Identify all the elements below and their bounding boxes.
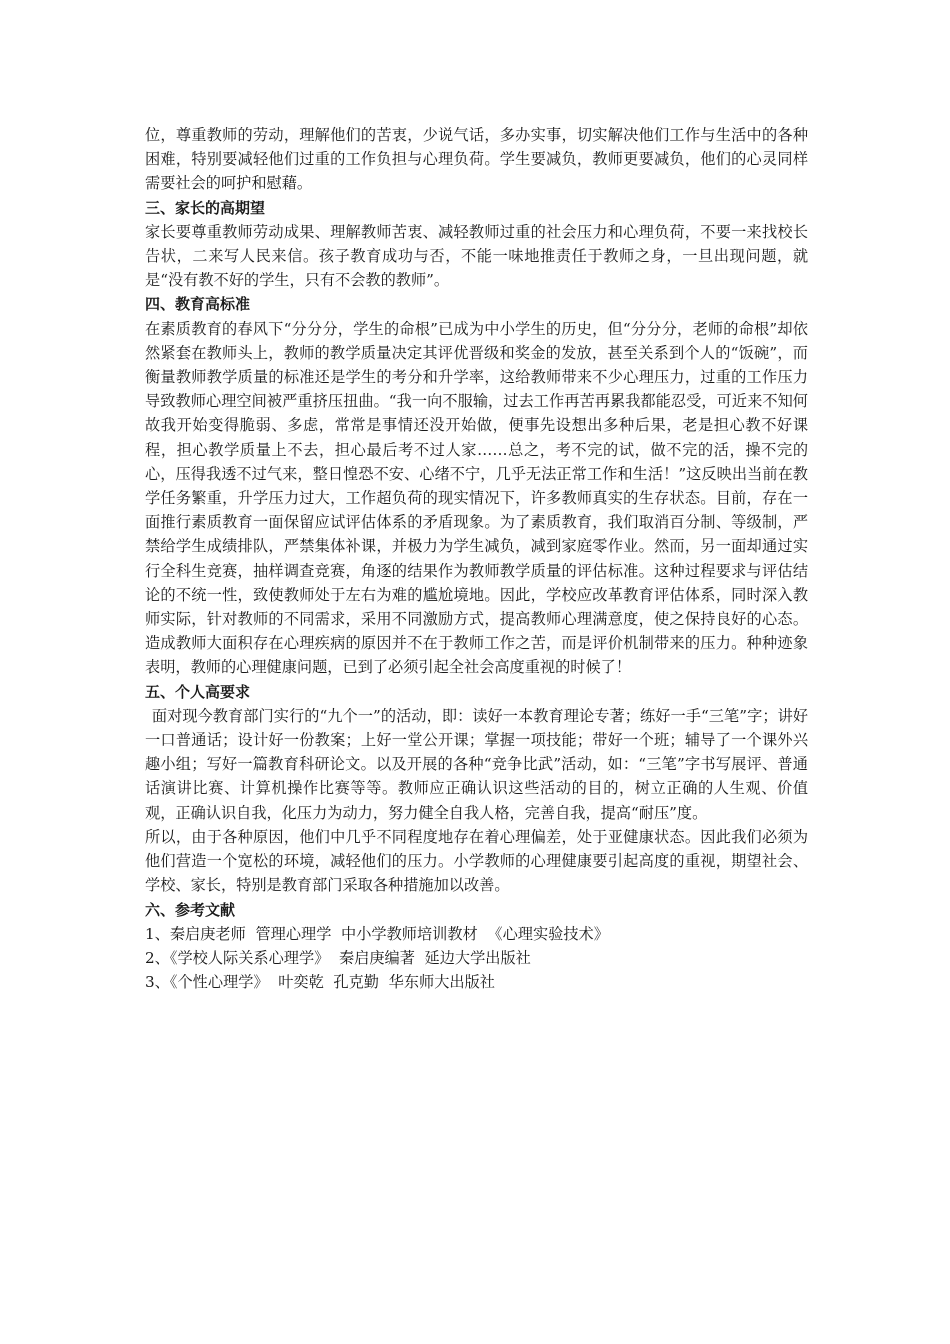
- heading-education-standards: 四、教育高标准: [145, 295, 251, 314]
- document-page: [145, 123, 808, 994]
- heading-parent-expectations: 三、家长的高期望: [145, 198, 266, 217]
- reference-item-2: 2、《学校人际关系心理学》 秦启庚编著 延边大学出版社: [145, 948, 531, 967]
- paragraph-parent-expectations: 家长要尊重教师劳动成果、理解教师苦衷、减轻教师过重的社会压力和心理负荷，不要一来找校长告状，二来写人民来信。孩子教育成功与否，不能一味地推责任于教师之身，一旦出现问题，就是“没有教不好的学生，只有不会教的教师”。: [145, 222, 808, 290]
- heading-personal-requirements: 五、个人高要求: [145, 682, 251, 701]
- paragraph-education-standards: 在素质教育的春风下“分分分，学生的命根”已成为中小学生的历史，但“分分分，老师的命根”却依然紧套在教师头上，教师的教学质量决定其评优晋级和奖金的发放，甚至关系到个人的“饭碗”，而衡量教师教学质量的标准还是学生的考分和升学率，这给教师带来不少心理压力，过重的工作压力导致教师心理空间被严重挤压扭曲。“我一向不服输，过去工作再苦再累我都能忍受，可近来不知何故我开始变得脆弱、多虑，常常是事情还没开始做，便事先设想出多种后果，老是担心教不好课程，担心教学质量上不去，担心最后考不过人家……总之，考不完的试，做不完的活，操不完的心，压得我透不过气来，整日惶恐不安、心绪不宁，几乎无法正常工作和生活！”这反映出当前在教学任务繁重，升学压力过大，工作超负荷的现实情况下，许多教师真实的生存状态。目前，存在一面推行素质教育一面保留应试评估体系的矛盾现象。为了素质教育，我们取消百分制、等级制，严禁给学生成绩排队，严禁集体补课，并极力为学生减负，减到家庭零作业。然而，另一面却通过实行全科生竞赛，抽样调查竞赛，角逐的结果作为教师教学质量的评估标准。这种过程要求与评估结论的不统一性，致使教师处于左右为难的尴尬境地。因此，学校应改革教育评估体系，同时深入教师实际，针对教师的不同需求，采用不同激励方式，提高教师心理满意度，使之保持良好的心态。造成教师大面积存在心理疾病的原因并不在于教师工作之苦，而是评价机制带来的压力。种种迹象表明，教师的心理健康问题，已到了必须引起全社会高度重视的时候了！: [145, 319, 808, 677]
- reference-item-3: 3、《个性心理学》 叶奕乾 孔克勤 华东师大出版社: [145, 973, 495, 992]
- paragraph-teacher-burden: 位，尊重教师的劳动，理解他们的苦衷，少说气话，多办实事，切实解决他们工作与生活中的各种困难，特别要减轻他们过重的工作负担与心理负荷。学生要减负，教师更要减负，他们的心灵同样需要社会的呵护和慰藉。: [145, 126, 808, 193]
- heading-references: 六、参考文献: [145, 900, 236, 919]
- reference-item-1: 1、秦启庚老师 管理心理学 中小学教师培训教材 《心理实验技术》: [145, 924, 609, 943]
- paragraph-personal-requirements: 面对现今教育部门实行的“九个一”的活动，即：读好一本教育理论专著；练好一手“三笔”字；讲好一口普通话；设计好一份教案；上好一堂公开课；掌握一项技能；带好一个班；辅导了一个课外兴趣小组；写好一篇教育科研论文。以及开展的各种“竞争比武”活动，如：“三笔”字书写展评、普通话演讲比赛、计算机操作比赛等等。教师应正确认识这些活动的目的，树立正确的人生观、价值观，正确认识自我，化压力为动力，努力健全自我人格，完善自我，提高“耐压”度。: [145, 706, 808, 822]
- paragraph-conclusion: 所以，由于各种原因，他们中几乎不同程度地存在着心理偏差，处于亚健康状态。因此我们必须为他们营造一个宽松的环境，减轻他们的压力。小学教师的心理健康要引起高度的重视，期望社会、学校、家长，特别是教育部门采取各种措施加以改善。: [145, 827, 808, 895]
